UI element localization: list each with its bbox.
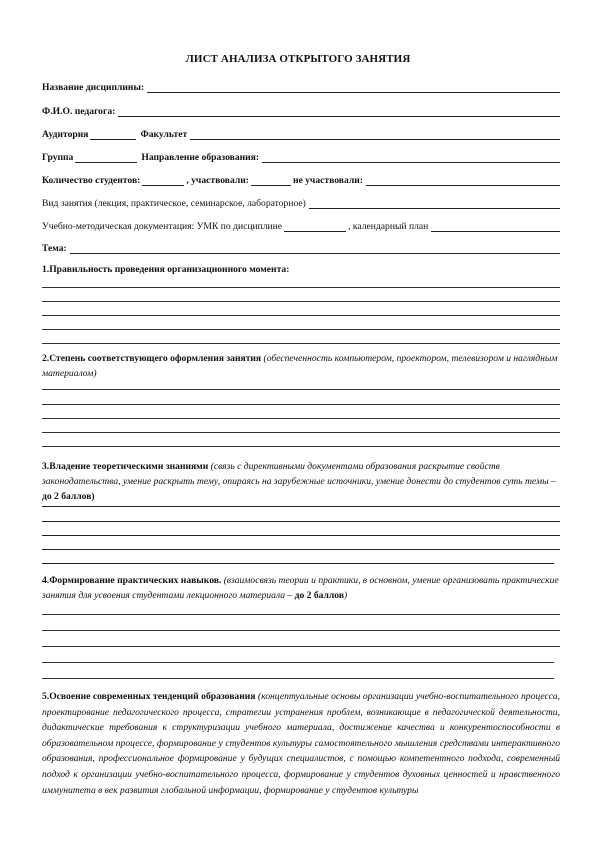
answer-line[interactable] <box>42 678 554 679</box>
section-3-text <box>42 459 560 504</box>
topic-field[interactable] <box>42 240 560 254</box>
section-3-note: (связь с директивными документами образования раскрытие свойств законодательства, умение раскрыть тему, опираясь на зарубежные источники, умение донести до студентов суть темы – <box>42 461 556 487</box>
answer-line[interactable] <box>42 521 560 522</box>
answer-line[interactable] <box>42 343 560 344</box>
topic-label: Тема: <box>42 243 67 254</box>
discipline-field[interactable] <box>42 79 560 93</box>
answer-line[interactable] <box>42 446 560 447</box>
discipline-blank[interactable] <box>147 83 560 93</box>
answer-line[interactable] <box>42 432 560 433</box>
answer-line[interactable] <box>42 549 560 550</box>
section-4-note: (взаимосвязь теории и практики, в основном, умение организовать практические занятия для усвоения студентами лекционного материала – <box>42 575 559 601</box>
lesson-type-label: Вид занятия (лекция, практическое, семинарское, лабораторное) <box>42 198 306 209</box>
group-label: Группа <box>42 152 74 163</box>
answer-line[interactable] <box>42 329 560 330</box>
section-3-title: 3.Владение теоретическими знаниями <box>42 461 209 472</box>
answer-line[interactable] <box>42 646 560 647</box>
lesson-type-field[interactable] <box>42 195 560 209</box>
discipline-label: Название дисциплины: <box>42 82 145 93</box>
students-count-blank[interactable] <box>142 176 184 186</box>
group-blank[interactable] <box>75 153 137 163</box>
section-4-tail: ) <box>344 590 348 601</box>
topic-blank[interactable] <box>70 244 560 254</box>
answer-line[interactable] <box>42 389 560 390</box>
teacher-field[interactable] <box>42 103 560 117</box>
faculty-label: Факультет <box>140 129 188 140</box>
umk-blank[interactable] <box>284 222 346 232</box>
answer-line[interactable] <box>42 506 560 507</box>
document-title: ЛИСТ АНАЛИЗА ОТКРЫТОГО ЗАНЯТИЯ <box>185 53 411 65</box>
direction-blank[interactable] <box>262 153 560 163</box>
section-4-text <box>42 573 560 603</box>
section-2-note: (обеспеченность компьютером, проектором, телевизором и наглядным материалом) <box>42 353 558 379</box>
section-2-title: 2.Степень соответствующего оформления занятия <box>42 353 262 364</box>
section-5-text <box>42 689 560 798</box>
participated-blank[interactable] <box>251 176 291 186</box>
group-direction-row <box>42 149 560 163</box>
answer-line[interactable] <box>42 630 560 631</box>
docs-label: Учебно-методическая документация: УМК по дисциплине <box>42 221 283 232</box>
calendar-blank[interactable] <box>431 222 560 232</box>
answer-line[interactable] <box>42 418 560 419</box>
answer-line[interactable] <box>42 315 560 316</box>
section-4-title: 4.Формирование практических навыков. <box>42 575 222 586</box>
participated-label: , участвовали: <box>186 175 249 186</box>
faculty-blank[interactable] <box>190 130 560 140</box>
answer-line[interactable] <box>42 404 560 405</box>
answer-line[interactable] <box>42 614 560 615</box>
answer-line[interactable] <box>42 535 560 536</box>
not-participated-blank[interactable] <box>366 176 560 186</box>
auditory-faculty-row <box>42 126 560 140</box>
docs-row <box>42 218 560 232</box>
answer-line[interactable] <box>42 563 554 564</box>
teacher-label: Ф.И.О. педагога: <box>42 106 116 117</box>
answer-line[interactable] <box>42 662 554 663</box>
answer-line[interactable] <box>42 287 560 288</box>
answer-line[interactable] <box>42 301 560 302</box>
calendar-label: , календарный план <box>348 221 429 232</box>
auditory-label: Аудитория <box>42 129 89 140</box>
section-3-score: до 2 баллов) <box>42 491 95 502</box>
section-1-title: 1.Правильность проведения организационного момента: <box>42 264 290 275</box>
not-participated-label: не участвовали: <box>292 175 363 186</box>
section-5-title: 5.Освоение современных тенденций образования <box>42 691 256 702</box>
lesson-type-blank[interactable] <box>309 199 560 209</box>
section-4-score: до 2 баллов <box>294 590 345 601</box>
section-2-text <box>42 351 560 381</box>
direction-label: Направление образования: <box>141 152 260 163</box>
teacher-blank[interactable] <box>118 107 560 117</box>
auditory-blank[interactable] <box>90 130 136 140</box>
students-count-label: Количество студентов: <box>42 175 141 186</box>
section-5-note: (концептуальные основы организации учебно-воспитательного процесса, проектирование педагогического процесса, стратегии устранения проблем, возникающие в педагогической деятельности, дидактические требования к структуризации учебного материала, достижение качества и конкурентоспособности в образовательном процессе, формирование у студентов культуры самостоятельного мышления средствами интерактивного образования, профессиональное формирование у будущих специалистов, с помощью компетентного подхода, современный подход к организации учебно-воспитательного процесса, формирование у студентов духовных ценностей и нравственного иммунитета в век развития глобальной информации, формирование у студентов культуры <box>42 691 560 796</box>
students-row <box>42 172 560 186</box>
